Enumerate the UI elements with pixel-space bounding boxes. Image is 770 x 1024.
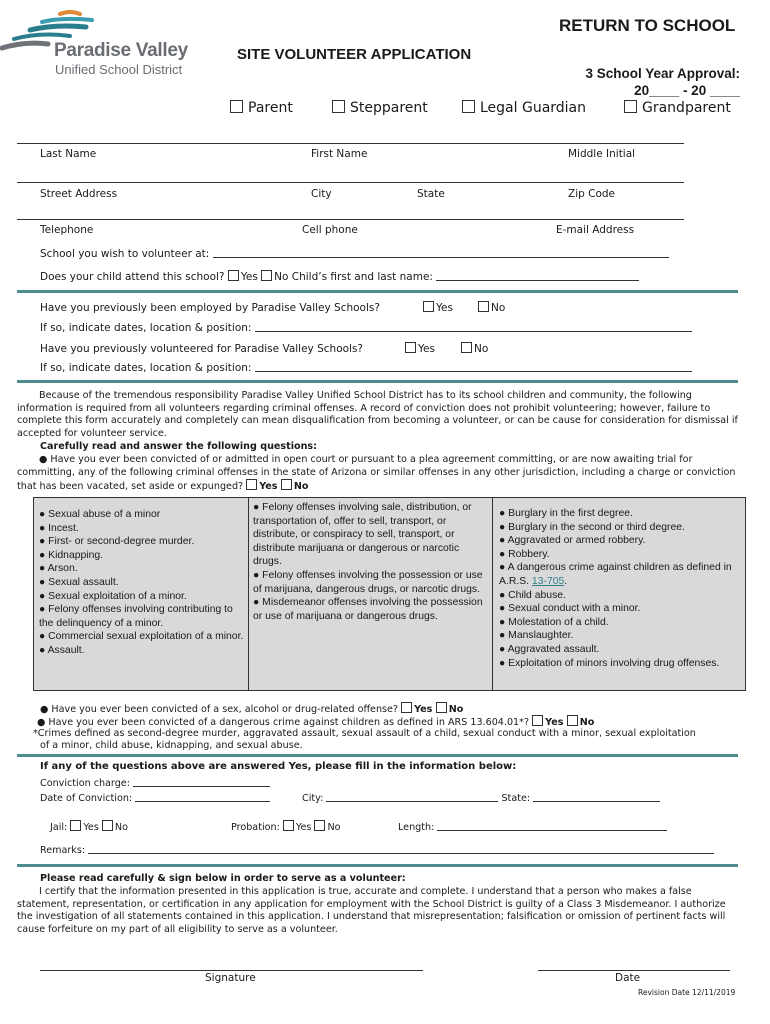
conviction-state-label: State: bbox=[501, 793, 531, 804]
offense-item: ● First- or second-degree murder. bbox=[39, 536, 195, 548]
if-so-label: If so, indicate dates, location & position: bbox=[40, 362, 252, 374]
offense-item: ● Molestation of a child. bbox=[499, 616, 609, 628]
question-2-text: ● Have you ever been convicted of a sex, alcohol or drug-related offense? bbox=[40, 704, 399, 715]
approval-label: 3 School Year Approval: bbox=[585, 66, 740, 81]
checkbox-icon[interactable] bbox=[283, 820, 294, 831]
revision-date: Revision Date 12/11/2019 bbox=[638, 988, 736, 997]
checkbox-icon[interactable] bbox=[246, 479, 257, 490]
offense-item: ● Sexual conduct with a minor. bbox=[499, 603, 641, 615]
offense-item: ● Exploitation of minors involving drug offenses. bbox=[499, 657, 720, 669]
employed-details-field[interactable] bbox=[255, 321, 692, 332]
no-label: No bbox=[579, 717, 595, 728]
yes-label: Yes bbox=[436, 302, 453, 314]
offenses-box-2 bbox=[248, 497, 494, 691]
form-title: SITE VOLUNTEER APPLICATION bbox=[237, 46, 472, 63]
crimes-note-2: of a minor, child abuse, kidnapping, and sexual abuse. bbox=[40, 740, 303, 751]
offense-item: ● Sexual exploitation of a minor. bbox=[39, 590, 187, 602]
school-wish-field[interactable] bbox=[213, 247, 669, 258]
conviction-charge-field[interactable] bbox=[133, 776, 270, 787]
child-attend-row bbox=[40, 270, 639, 283]
offenses-list-2 bbox=[253, 501, 489, 623]
no-label: No bbox=[327, 822, 341, 833]
offense-item: ● Felony offenses involving the possession or use of marijuana, dangerous drugs, or narcotic drugs. bbox=[253, 569, 483, 595]
checkbox-icon[interactable] bbox=[401, 702, 412, 713]
volunteered-question bbox=[40, 343, 363, 355]
child-name-label: Child’s first and last name: bbox=[291, 271, 433, 283]
relationship-grandparent[interactable] bbox=[624, 100, 731, 116]
question-2 bbox=[40, 702, 463, 715]
offense-item: ● Felony offenses involving sale, distribution, or transportation of, offer to sell, transport, or distribute, or conspiracy to sell, transport, or distribute marijuana or dangerous or narcotic drugs. bbox=[253, 502, 472, 568]
sign-heading: Please read carefully & sign below in order to serve as a volunteer: bbox=[40, 873, 406, 884]
offense-item: ● Kidnapping. bbox=[39, 549, 104, 561]
zip-code-label: Zip Code bbox=[568, 188, 615, 200]
certify-paragraph: I certify that the information presented in this application is true, accurate and complete. I understand that a person who makes a false statement, representation, or certification in any application for employment with the School District is guilty of a Class 3 Misdemeanor. I authorize the investigation of all statements contained in this application. I understand that misrepresentation; falsification or omission of pertinent facts will cause forfeiture on my part of all eligibility to serve as a volunteer. bbox=[17, 886, 726, 935]
remarks-field[interactable] bbox=[88, 843, 714, 854]
offense-item: ● Aggravated assault. bbox=[499, 643, 600, 655]
offense-item: ● Robbery. bbox=[499, 548, 550, 560]
city-label: City bbox=[311, 188, 332, 200]
checkbox-icon[interactable] bbox=[314, 820, 325, 831]
checkbox-icon[interactable] bbox=[70, 820, 81, 831]
offense-item: ● Sexual assault. bbox=[39, 576, 119, 588]
question-1 bbox=[17, 454, 742, 494]
if-yes-heading: If any of the questions above are answered Yes, please fill in the information below: bbox=[40, 761, 517, 772]
yes-label: Yes bbox=[259, 481, 278, 492]
offense-item: ● Burglary in the first degree. bbox=[499, 508, 633, 519]
signature-line[interactable] bbox=[40, 970, 423, 971]
offense-item: ● Burglary in the second or third degree. bbox=[499, 521, 685, 533]
yes-label: Yes bbox=[83, 822, 99, 833]
crimes-note-1: *Crimes defined as second-degree murder, aggravated assault, sexual assault of a child, sexual conduct with a minor, sexual exploitation bbox=[33, 728, 696, 739]
carefully-heading: Carefully read and answer the following questions: bbox=[40, 441, 317, 452]
return-to-school-heading: RETURN TO SCHOOL bbox=[559, 16, 736, 35]
length-row bbox=[398, 820, 667, 833]
volunteered-details-field[interactable] bbox=[255, 361, 692, 372]
no-label: No bbox=[448, 704, 464, 715]
volunteered-no[interactable] bbox=[461, 342, 488, 355]
checkbox-icon[interactable] bbox=[281, 479, 292, 490]
checkbox-icon[interactable] bbox=[436, 702, 447, 713]
checkbox-icon[interactable] bbox=[423, 301, 434, 312]
no-label: No bbox=[293, 481, 309, 492]
offense-item-text: ● A dangerous crime against children as defined in A.R.S. bbox=[499, 562, 732, 587]
volunteered-label: Have you previously volunteered for Paradise Valley Schools? bbox=[40, 343, 364, 355]
section-divider bbox=[17, 754, 738, 757]
conviction-city-row bbox=[302, 791, 660, 804]
checkbox-icon[interactable] bbox=[102, 820, 113, 831]
length-label: Length: bbox=[398, 822, 435, 833]
offense-item: ● Aggravated or armed robbery. bbox=[499, 535, 646, 547]
yes-label: Yes bbox=[240, 271, 258, 283]
offenses-box-3 bbox=[492, 497, 746, 691]
yes-label: Yes bbox=[295, 822, 312, 833]
employed-details-row bbox=[40, 321, 692, 334]
volunteered-details-row bbox=[40, 361, 692, 374]
employed-question bbox=[40, 302, 380, 314]
probation-row bbox=[231, 820, 340, 833]
conviction-charge-row bbox=[40, 776, 270, 789]
volunteered-yes[interactable] bbox=[405, 342, 435, 355]
conviction-charge-label: Conviction charge: bbox=[40, 778, 130, 789]
contact-line[interactable] bbox=[17, 219, 684, 220]
q2-answers[interactable] bbox=[401, 704, 463, 715]
street-address-label: Street Address bbox=[40, 188, 118, 200]
name-line[interactable] bbox=[17, 143, 684, 144]
school-wish-label: School you wish to volunteer at: bbox=[40, 248, 210, 260]
relationship-stepparent[interactable] bbox=[332, 100, 428, 116]
no-label: No bbox=[474, 343, 489, 355]
relationship-label: Legal Guardian bbox=[480, 100, 587, 116]
employed-label: Have you previously been employed by Paradise Valley Schools? bbox=[40, 302, 380, 314]
no-label: No bbox=[114, 822, 128, 833]
relationship-label: Parent bbox=[248, 100, 293, 116]
probation-label: Probation: bbox=[231, 822, 280, 833]
offense-item: ● Incest. bbox=[39, 522, 79, 534]
question-3-text: ● Have you ever been convicted of a dangerous crime against children as defined in ARS 13.604.01*? bbox=[37, 717, 530, 728]
conviction-city-field[interactable] bbox=[326, 791, 498, 802]
signature-label: Signature bbox=[205, 972, 256, 984]
q3-answers[interactable] bbox=[532, 717, 594, 728]
checkbox-icon[interactable] bbox=[478, 301, 489, 312]
offense-item: ● Misdemeanor offenses involving the possession or use of marijuana or dangerous drugs. bbox=[253, 597, 483, 622]
question-1-text: ● Have you ever been convicted of or admitted in open court or pursuant to a plea agreement committing, or are now awaiting trial for committing, any of the following criminal offenses in the state of Arizona or similar offenses in any other jurisdiction, including a charge or conviction that has been vacated, set aside or expunged? bbox=[17, 454, 736, 492]
checkbox-icon[interactable] bbox=[532, 715, 543, 726]
offense-item: ● Sexual abuse of a minor bbox=[39, 509, 161, 520]
checkbox-icon[interactable] bbox=[624, 100, 637, 113]
question-3 bbox=[37, 715, 594, 728]
offense-item: ● Child abuse. bbox=[499, 589, 566, 601]
conviction-date-field[interactable] bbox=[135, 791, 270, 802]
checkbox-icon[interactable] bbox=[567, 715, 578, 726]
middle-initial-label: Middle Initial bbox=[568, 148, 636, 160]
ars-link[interactable]: 13-705 bbox=[531, 575, 565, 587]
intro-paragraph: Because of the tremendous responsibility Paradise Valley Unified School District has to its school children and community, the following information is required from all volunteers regarding criminal offenses. A record of conviction does not prohibit volunteering; however, failure to complete this form accurately and completely can mean disqualification from becoming a volunteer, or can be cause for consideration for dismissal if accepted for volunteer service. bbox=[17, 390, 738, 439]
offenses-list-1 bbox=[39, 508, 244, 658]
first-name-label: First Name bbox=[311, 148, 368, 160]
offenses-list-3 bbox=[499, 507, 739, 670]
offense-item: ● Arson. bbox=[39, 563, 78, 575]
remarks-row bbox=[40, 843, 714, 856]
cell-phone-label: Cell phone bbox=[302, 224, 358, 236]
checkbox-icon[interactable] bbox=[405, 342, 416, 353]
checkbox-icon[interactable] bbox=[230, 100, 243, 113]
logo-subtitle: Unified School District bbox=[55, 62, 183, 77]
conviction-date-row bbox=[40, 791, 270, 804]
relationship-parent[interactable] bbox=[230, 100, 293, 116]
offense-item: ● Assault. bbox=[39, 644, 85, 656]
jail-label: Jail: bbox=[50, 822, 68, 833]
offense-item-punct: . bbox=[564, 575, 568, 587]
section-divider bbox=[17, 864, 738, 867]
q1-yes[interactable] bbox=[246, 481, 308, 492]
yes-label: Yes bbox=[545, 717, 564, 728]
no-label: No bbox=[491, 302, 506, 314]
no-label: No bbox=[274, 271, 289, 283]
school-wish-row bbox=[40, 247, 669, 260]
if-so-label: If so, indicate dates, location & position: bbox=[40, 322, 252, 334]
date-line[interactable] bbox=[538, 970, 730, 971]
length-field[interactable] bbox=[437, 820, 667, 831]
address-line[interactable] bbox=[17, 182, 684, 183]
checkbox-icon[interactable] bbox=[461, 342, 472, 353]
offenses-box-1 bbox=[33, 497, 250, 691]
checkbox-icon[interactable] bbox=[332, 100, 345, 113]
checkbox-icon[interactable] bbox=[462, 100, 475, 113]
relationship-label: Grandparent bbox=[642, 100, 731, 116]
employed-yes[interactable] bbox=[423, 301, 453, 314]
email-label: E-mail Address bbox=[556, 224, 635, 236]
employed-no[interactable] bbox=[478, 301, 505, 314]
logo-name: Paradise Valley bbox=[54, 40, 188, 61]
conviction-state-field[interactable] bbox=[533, 791, 660, 802]
section-divider bbox=[17, 290, 738, 293]
remarks-label: Remarks: bbox=[40, 845, 86, 856]
child-name-field[interactable] bbox=[436, 270, 639, 281]
approval-years: 20____ - 20 ____ bbox=[634, 83, 740, 98]
conviction-date-label: Date of Conviction: bbox=[40, 793, 133, 804]
offense-item: ● Felony offenses involving contributing to the delinquency of a minor. bbox=[39, 604, 233, 629]
date-label: Date bbox=[615, 972, 641, 984]
yes-label: Yes bbox=[414, 704, 433, 715]
conviction-city-label: City: bbox=[302, 793, 324, 804]
state-label: State bbox=[417, 188, 445, 200]
jail-row bbox=[50, 820, 128, 833]
offense-item: ● Manslaughter. bbox=[499, 630, 574, 642]
telephone-label: Telephone bbox=[40, 224, 94, 236]
offense-item-ars bbox=[499, 561, 739, 588]
relationship-label: Stepparent bbox=[350, 100, 428, 116]
section-divider bbox=[17, 380, 738, 383]
relationship-legal-guardian[interactable] bbox=[462, 100, 586, 116]
yes-label: Yes bbox=[418, 343, 435, 355]
checkbox-icon[interactable] bbox=[261, 270, 272, 281]
offense-item: ● Commercial sexual exploitation of a minor. bbox=[39, 631, 244, 643]
child-attend-label: Does your child attend this school? bbox=[40, 271, 225, 283]
last-name-label: Last Name bbox=[40, 148, 97, 160]
checkbox-icon[interactable] bbox=[228, 270, 239, 281]
